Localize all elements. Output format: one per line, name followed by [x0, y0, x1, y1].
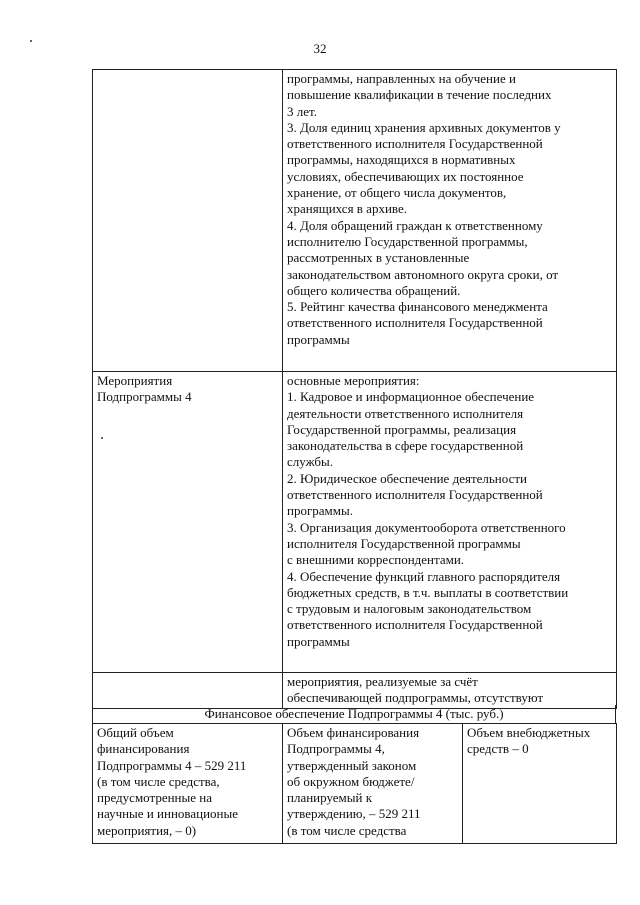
- indicators-cell: [283, 70, 617, 372]
- table-row: [93, 372, 617, 673]
- activities-text: основные мероприятия: 1. Кадровое и информационное обеспечение деятельности ответственного исполнителя Государственной программы, реализация законодательства в сфере государственной службы. 2. Юридическое обеспечение деятельности ответственного исполнителя Государственной программы. 3. Организация документооборота ответственного исполнителя Государственной программы с внешними корреспондентами. 4. Обеспечение функций главного распорядителя бюджетных средств, в т.ч. выплаты в соответствии с трудовым и налоговым законодательством ответственного исполнителя Государственной программы: [287, 373, 569, 649]
- financing-header: Финансовое обеспечение Подпрограммы 4 (тыс. руб.): [92, 705, 616, 724]
- activities-cell: [283, 372, 617, 673]
- activities-note-cell: [283, 673, 617, 709]
- row-label-cell: [93, 673, 283, 709]
- activities-label: Мероприятия Подпрограммы 4: [97, 373, 192, 405]
- subprogram-passport-table: [92, 69, 617, 709]
- activities-note-text: мероприятия, реализуемые за счёт обеспечивающей подпрограммы, отсутствуют: [287, 674, 544, 706]
- table-row: [93, 673, 617, 709]
- financing-table: [92, 723, 617, 844]
- page-number: 32: [313, 41, 327, 56]
- row-label-cell: [93, 372, 283, 673]
- table-row: [93, 724, 617, 844]
- table-row: [93, 70, 617, 372]
- indicators-text: программы, направленных на обучение и повышение квалификации в течение последних 3 лет. 3. Доля единиц хранения архивных документов у ответственного исполнителя Государственной программы, находящихся в нормативных условиях, обеспечивающих их постоянное хранение, от общего числа документов, хранящихся в архиве. 4. Доля обращений граждан к ответственному исполнителю Государственной программы, рассмотренных в установленные законодательством автономного округа сроки, от общего количества обращений. 5. Рейтинг качества финансового менеджмента ответственного исполнителя Государственной программы: [287, 71, 561, 347]
- approved-financing-cell: Объем финансирования Подпрограммы 4, утвержденный законом об окружном бюджете/ планируемый к утверждению, – 529 211 (в том числе средства: [283, 724, 463, 844]
- extrabudgetary-cell: Объем внебюджетных средств – 0: [463, 724, 617, 844]
- row-label-cell: [93, 70, 283, 372]
- total-financing-cell: Общий объем финансирования Подпрограммы 4 – 529 211 (в том числе средства, предусмотренные на научные и инновационые мероприятия, – 0): [93, 724, 283, 844]
